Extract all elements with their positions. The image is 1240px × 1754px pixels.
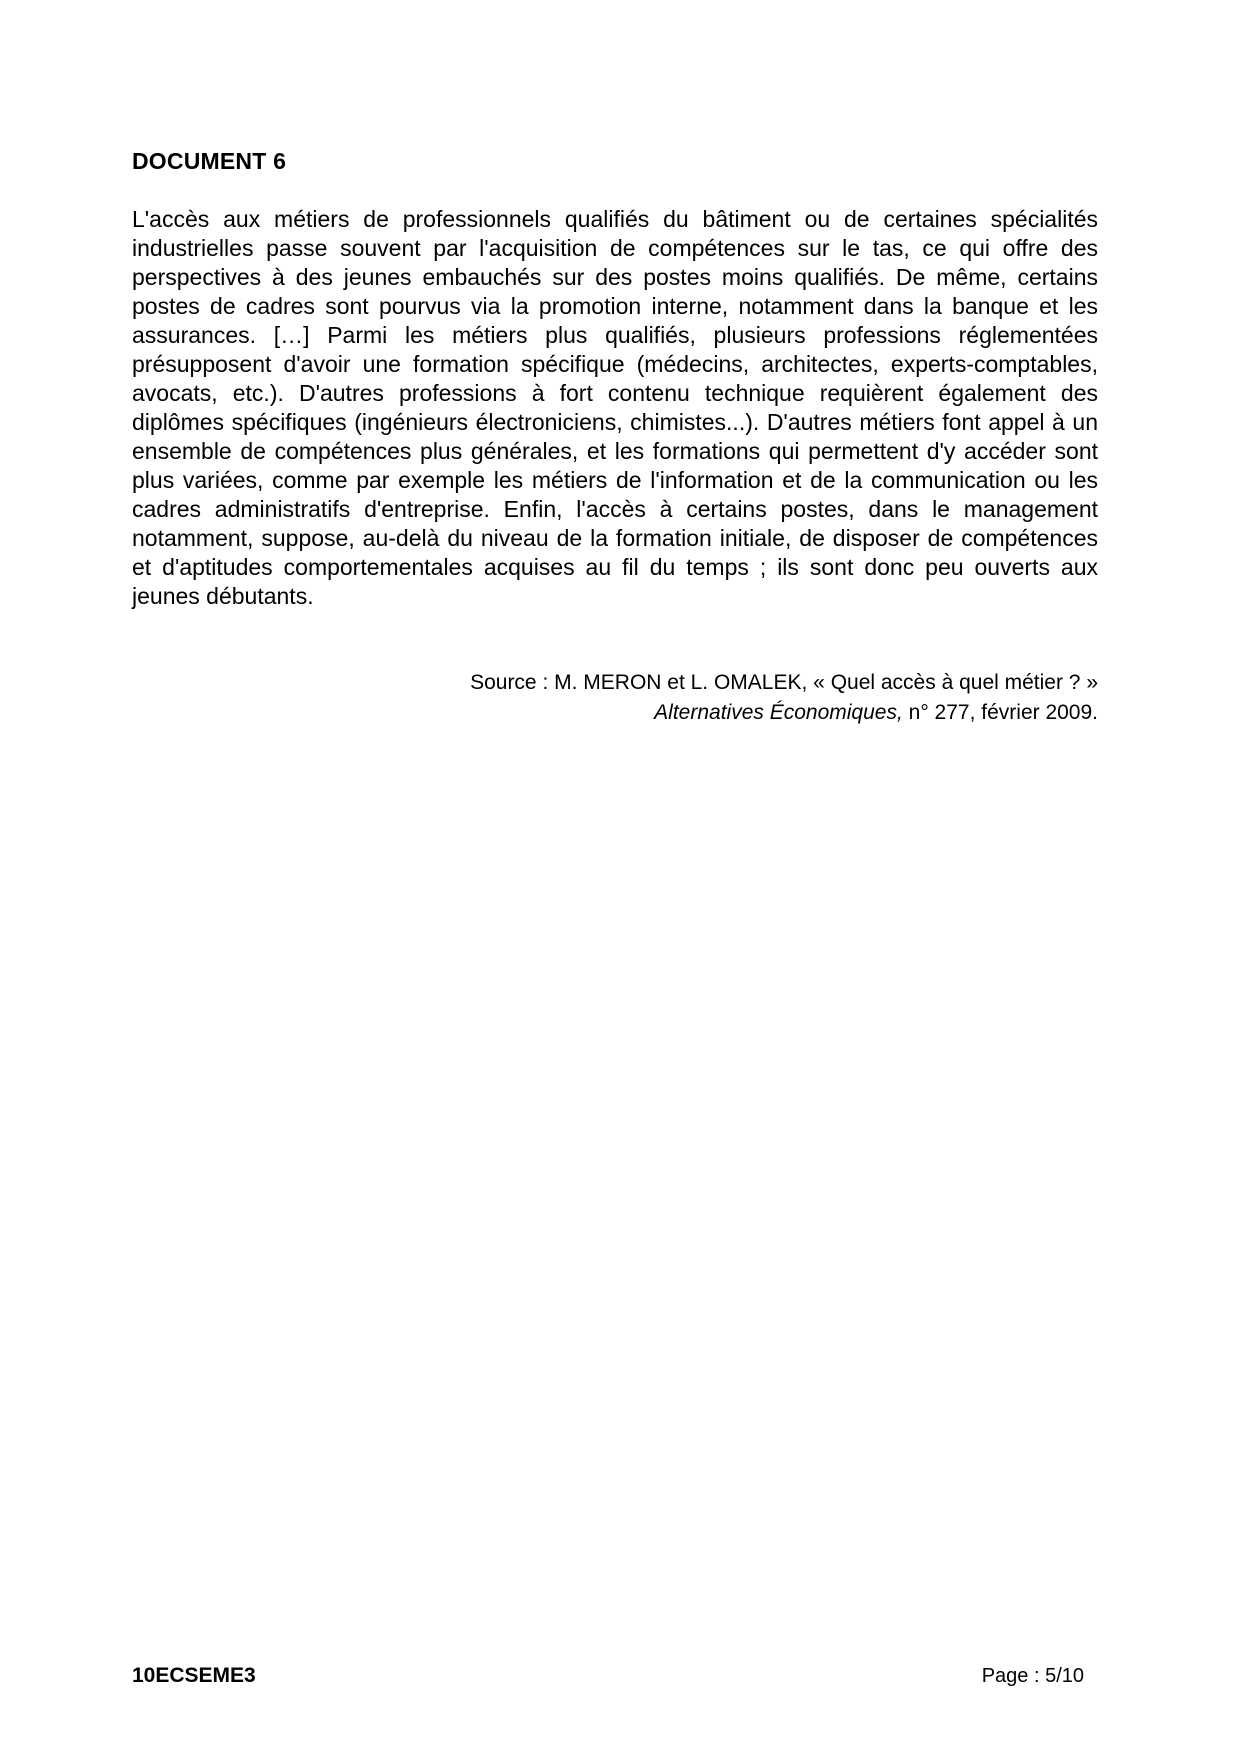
source-line: Source : M. MERON et L. OMALEK, « Quel accès à quel métier ? » — [470, 671, 1098, 694]
source-citation — [470, 668, 1098, 728]
source-journal: Alternatives Économiques, — [654, 701, 903, 724]
footer-code: 10ECSEME3 — [132, 1664, 256, 1687]
document-title: DOCUMENT 6 — [132, 148, 287, 174]
source-publication — [470, 698, 1098, 728]
footer-page-number: Page : 5/10 — [981, 1665, 1084, 1687]
document-body: L'accès aux métiers de professionnels qualifiés du bâtiment ou de certaines spécialités industrielles passe souvent par l'acquisition de compétences sur le tas, ce qui offre des perspectives à des jeunes embauchés sur des postes moins qualifiés. De même, certains postes de cadres sont pourvus via la promotion interne, notamment dans la banque et les assurances. […] Parmi les métiers plus qualifiés, plusieurs professions réglementées présupposent d'avoir une formation spécifique (médecins, architectes, experts-comptables, avocats, etc.). D'autres professions à fort contenu technique requièrent également des diplômes spécifiques (ingénieurs électroniciens, chimistes...). D'autres métiers font appel à un ensemble de compétences plus générales, et les formations qui permettent d'y accéder sont plus variées, comme par exemple les métiers de l'information et de la communication ou les cadres administratifs d'entreprise. Enfin, l'accès à certains postes, dans le management notamment, suppose, au-delà du niveau de la formation initiale, de disposer de compétences et d'aptitudes comportementales acquises au fil du temps ; ils sont donc peu ouverts aux jeunes débutants. — [132, 206, 1098, 609]
source-details: n° 277, février 2009. — [902, 701, 1098, 724]
